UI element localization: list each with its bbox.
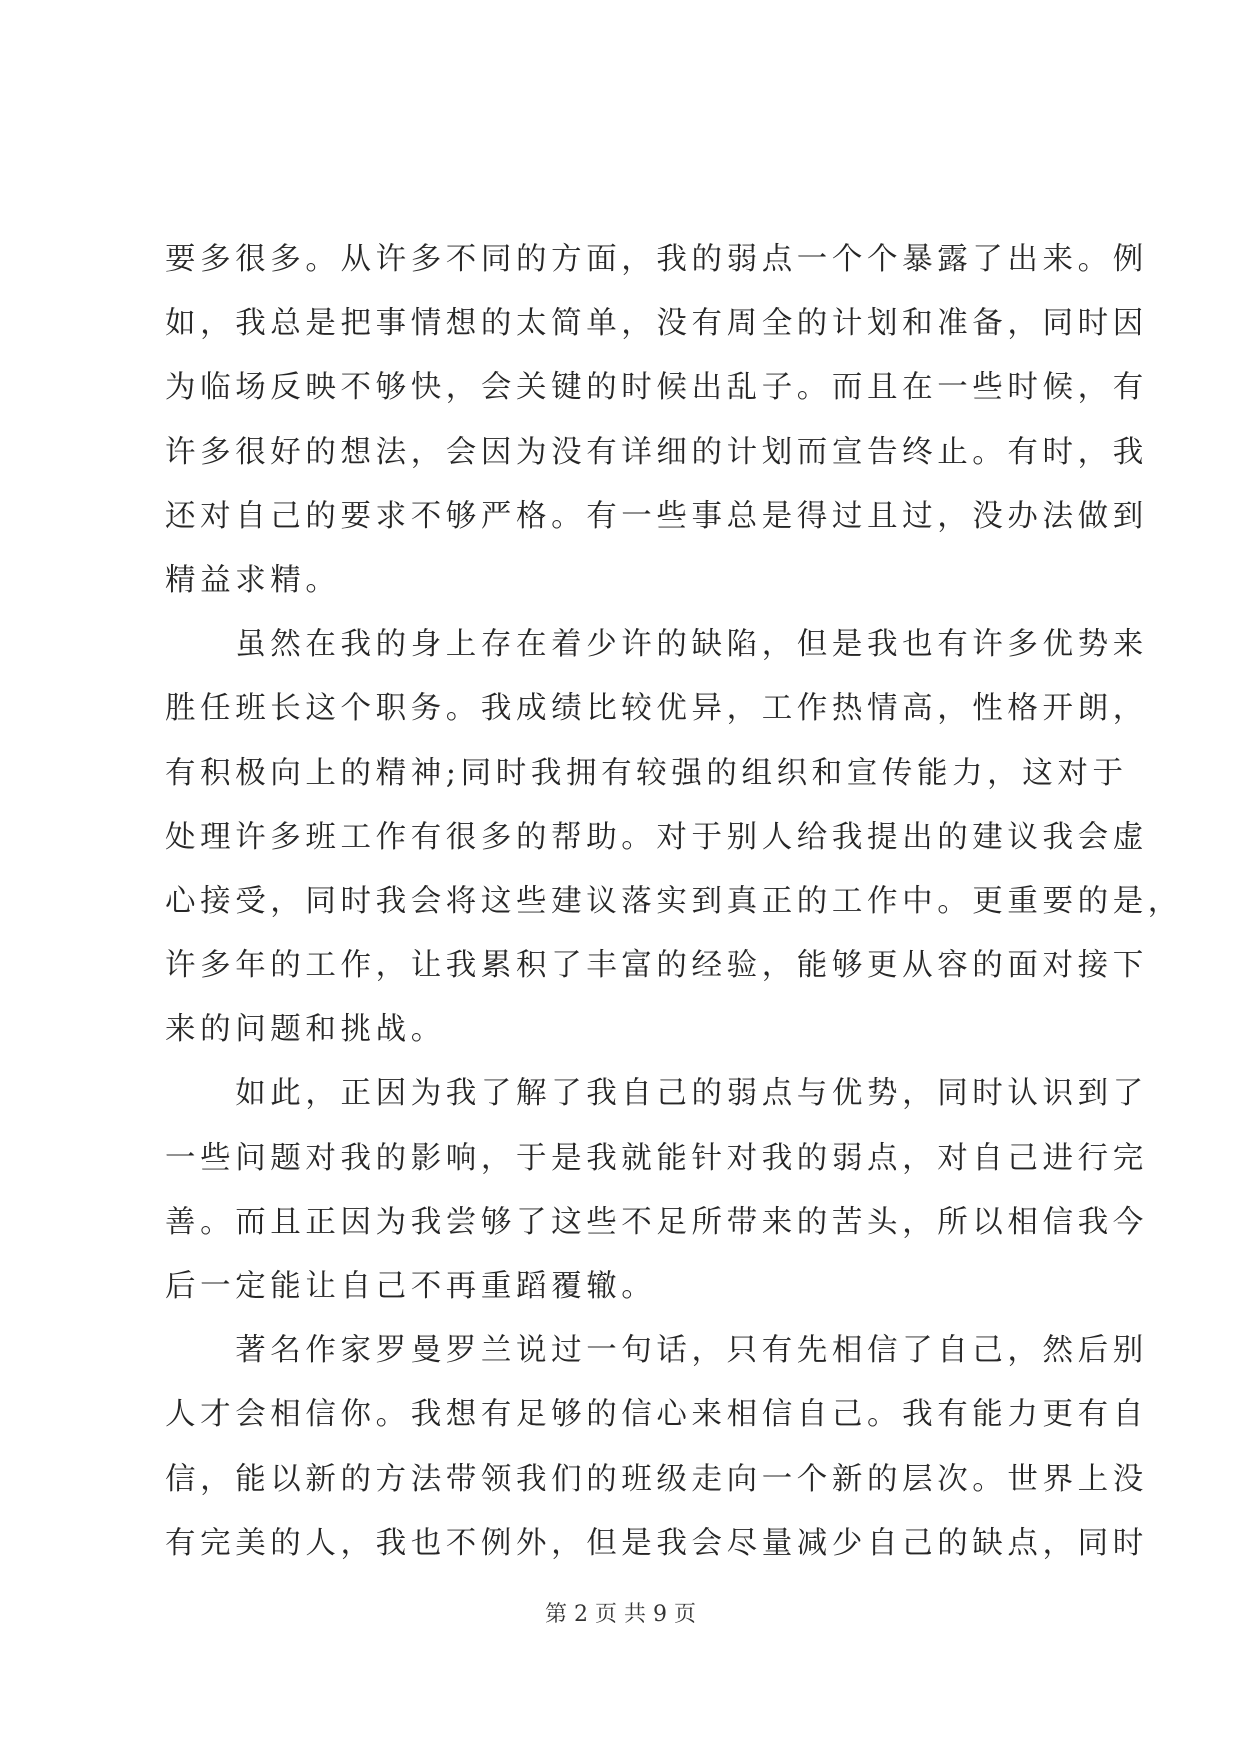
text-line: 许多年的工作，让我累积了丰富的经验，能够更从容的面对接下 [165, 948, 1148, 984]
text-line: 著名作家罗曼罗兰说过一句话，只有先相信了自己，然后别 [165, 1333, 1148, 1369]
text-line: 人才会相信你。我想有足够的信心来相信自己。我有能力更有自 [165, 1397, 1148, 1433]
text-line: 心接受，同时我会将这些建议落实到真正的工作中。更重要的是， [165, 883, 1183, 919]
text-line: 有积极向上的精神;同时我拥有较强的组织和宣传能力，这对于 [165, 755, 1128, 791]
text-line: 如此，正因为我了解了我自己的弱点与优势，同时认识到了 [165, 1076, 1148, 1112]
body-text [165, 228, 1183, 1576]
text-line: 许多很好的想法，会因为没有详细的计划而宣告终止。有时，我 [165, 434, 1148, 470]
text-line: 一些问题对我的影响，于是我就能针对我的弱点，对自己进行完 [165, 1140, 1148, 1176]
text-line: 有完美的人，我也不例外，但是我会尽量减少自己的缺点，同时 [165, 1525, 1148, 1561]
text-line: 处理许多班工作有很多的帮助。对于别人给我提出的建议我会虚 [165, 819, 1148, 855]
text-line: 胜任班长这个职务。我成绩比较优异，工作热情高，性格开朗， [165, 691, 1148, 727]
text-line: 来的问题和挑战。 [165, 1012, 446, 1048]
text-line: 精益求精。 [165, 562, 341, 598]
text-line: 要多很多。从许多不同的方面，我的弱点一个个暴露了出来。例 [165, 242, 1148, 277]
page-number-footer: 第 2 页 共 9 页 [545, 1602, 696, 1627]
text-line: 虽然在我的身上存在着少许的缺陷，但是我也有许多优势来 [165, 627, 1148, 663]
text-line: 为临场反映不够快，会关键的时候出乱子。而且在一些时候，有 [165, 370, 1148, 406]
text-line: 后一定能让自己不再重蹈覆辙。 [165, 1269, 657, 1304]
text-line: 如，我总是把事情想的太简单，没有周全的计划和准备，同时因 [165, 306, 1148, 342]
text-line: 信，能以新的方法带领我们的班级走向一个新的层次。世界上没 [165, 1461, 1148, 1497]
text-line: 善。而且正因为我尝够了这些不足所带来的苦头，所以相信我今 [165, 1204, 1148, 1240]
text-line: 还对自己的要求不够严格。有一些事总是得过且过，没办法做到 [165, 498, 1148, 534]
